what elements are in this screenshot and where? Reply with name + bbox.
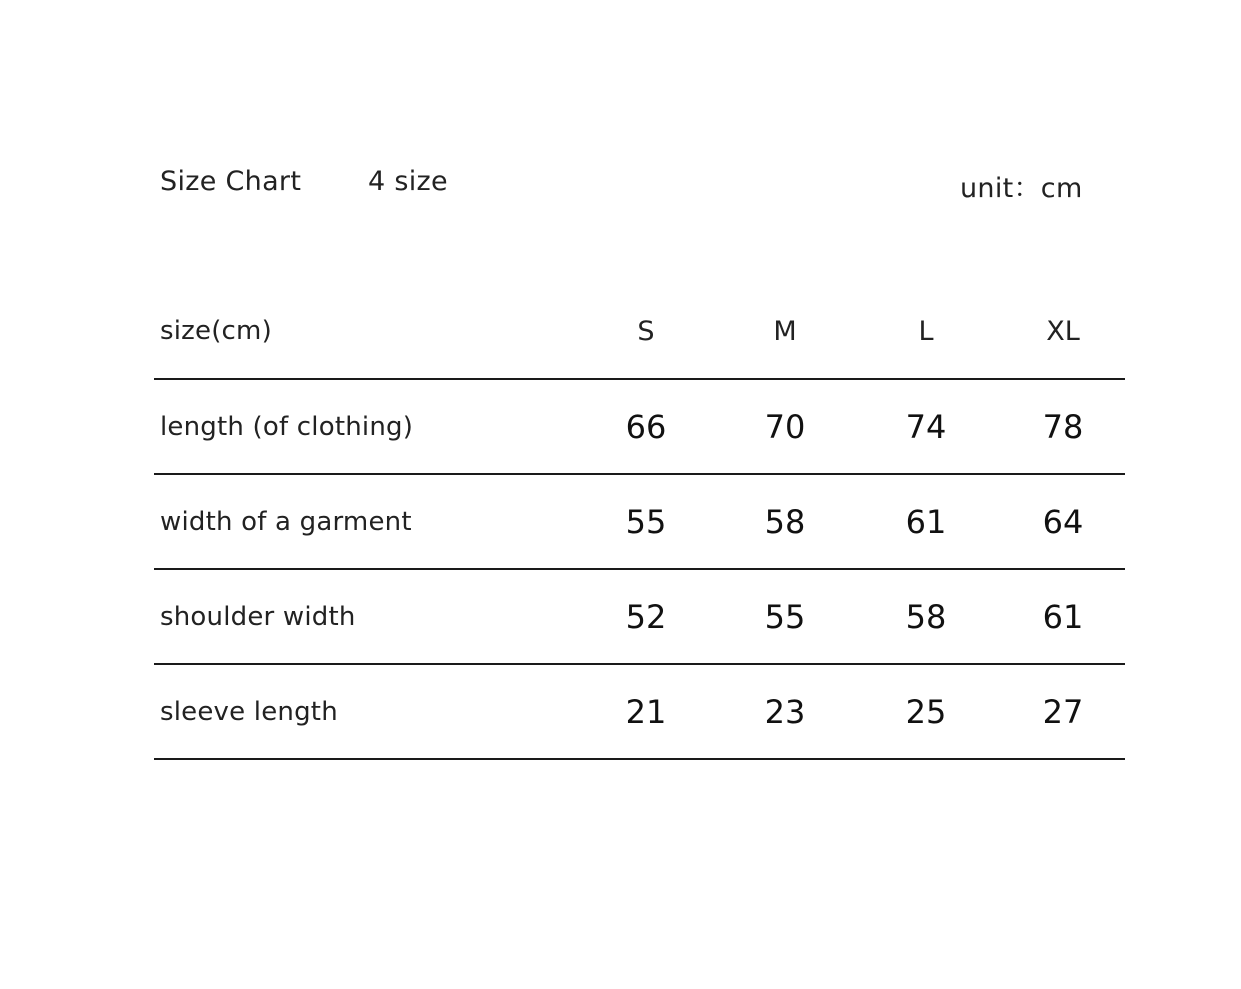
size-count-label: 4 size [368,166,448,197]
size-table [154,300,1125,760]
size-header-s: S [637,315,655,347]
table-cell: 66 [625,407,667,446]
size-header-l: L [918,315,934,347]
table-cell: 58 [764,502,806,541]
table-row [154,380,1125,475]
table-header-row [154,300,1125,380]
table-cell: 74 [905,407,947,446]
row-label: shoulder width [160,601,356,632]
table-row [154,665,1125,760]
table-cell: 23 [764,692,806,731]
table-cell: 61 [905,502,947,541]
size-chart-title: Size Chart [160,166,302,197]
table-cell: 27 [1042,692,1084,731]
table-cell: 52 [625,597,667,636]
size-header-m: M [773,315,797,347]
table-cell: 25 [905,692,947,731]
row-label: width of a garment [160,506,412,537]
table-cell: 21 [625,692,667,731]
unit-label: unit：cm [960,173,1083,204]
row-label: length (of clothing) [160,411,414,442]
table-cell: 61 [1042,597,1084,636]
table-cell: 55 [625,502,667,541]
row-label: sleeve length [160,696,338,727]
table-row [154,570,1125,665]
table-cell: 55 [764,597,806,636]
table-cell: 70 [764,407,806,446]
table-row [154,475,1125,570]
table-cell: 64 [1042,502,1084,541]
header-label: size(cm) [160,316,272,346]
table-cell: 58 [905,597,947,636]
size-header-xl: XL [1046,315,1080,347]
table-cell: 78 [1042,407,1084,446]
